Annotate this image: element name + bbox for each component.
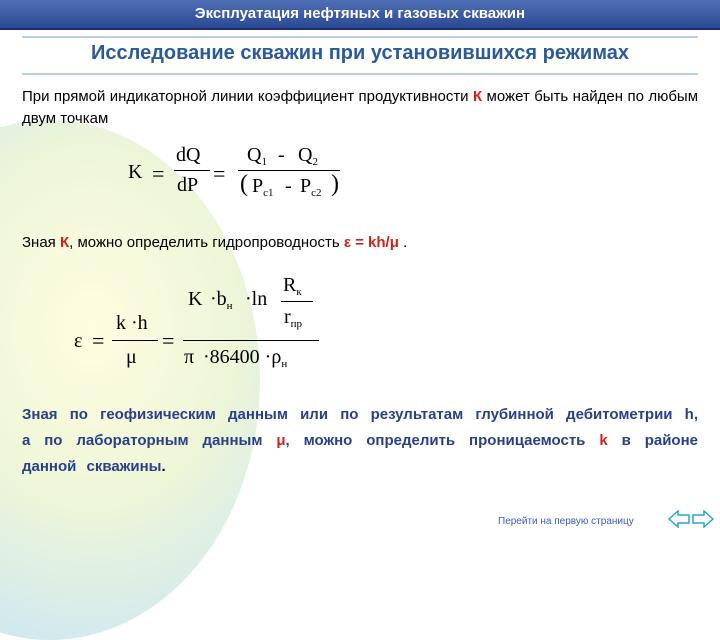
f2-eq2: =	[162, 328, 175, 353]
f2-den-rest: $\cdot 86400 \cdot\rho_н$	[203, 346, 288, 370]
p1-text-before: При прямой индикаторной линии коэффициент продуктивности	[22, 88, 473, 105]
f2-num-K: K	[188, 288, 203, 310]
f2-r: $r_{пр}$	[284, 306, 303, 330]
arrow-right-icon[interactable]	[692, 510, 714, 528]
f1-den-b: $P_{c2}$	[300, 175, 322, 199]
f1-num-minus: -	[278, 144, 285, 166]
slide-title: Исследование скважин при установившихся режимах	[91, 42, 629, 64]
p3-k: k	[599, 432, 608, 449]
p1-text-after: может быть найден по любым двум точкам	[22, 88, 699, 127]
f2-kh: k ·h	[116, 312, 148, 334]
paragraph-permeability	[22, 402, 698, 480]
f1-num-b: $Q_2$	[298, 144, 318, 168]
f2-epsilon: ε	[74, 330, 83, 352]
f2-mu: μ	[126, 346, 137, 368]
p3-text2: , можно определить проницаемость	[285, 432, 600, 449]
f1-frac1-den: dP	[177, 174, 199, 196]
p3-text1: Зная по геофизическим данным или по результатам глубинной дебитометрии h, а по лабораторным данным	[22, 406, 698, 449]
first-page-link[interactable]: Перейти на первую страницу	[498, 516, 634, 527]
f2-frac2-line	[183, 340, 319, 341]
f2-pi: π	[184, 346, 195, 368]
f1-frac1-num: dQ	[176, 144, 201, 166]
header-title: Эксплуатация нефтяных и газовых скважин	[194, 5, 526, 22]
p3-mu: μ	[276, 432, 286, 449]
f2-eq1: =	[92, 328, 105, 353]
f1-eq1: =	[152, 161, 165, 186]
f1-paren-close: )	[331, 171, 339, 197]
f1-den-minus: -	[285, 175, 292, 197]
p2-text-before: Зная	[22, 234, 60, 251]
f2-num-ln: ·ln	[245, 288, 268, 310]
f1-lhs: K	[128, 161, 143, 183]
f1-paren-open: (	[240, 171, 248, 197]
f2-num-b: $\cdot b_н$	[210, 288, 233, 312]
p3-text3: в районе данной скважины	[22, 432, 698, 475]
p1-highlight-k: К	[472, 88, 483, 105]
f2-frac1-line	[112, 340, 158, 341]
f1-num-a: $Q_1$	[247, 144, 267, 168]
f1-den-a: $P_{c1}$	[252, 175, 274, 199]
f2-R: $R_к$	[283, 274, 302, 298]
p2-k: К	[59, 234, 70, 251]
p2-text-middle: , можно определить гидропроводность	[69, 234, 344, 251]
arrow-left-icon[interactable]	[668, 510, 690, 528]
p2-period: .	[398, 234, 408, 251]
f1-eq2: =	[213, 161, 226, 186]
p3-period: .	[161, 458, 166, 475]
p2-formula-text: ε = kh/μ	[343, 234, 399, 251]
f2-ln-frac-line	[281, 301, 313, 302]
